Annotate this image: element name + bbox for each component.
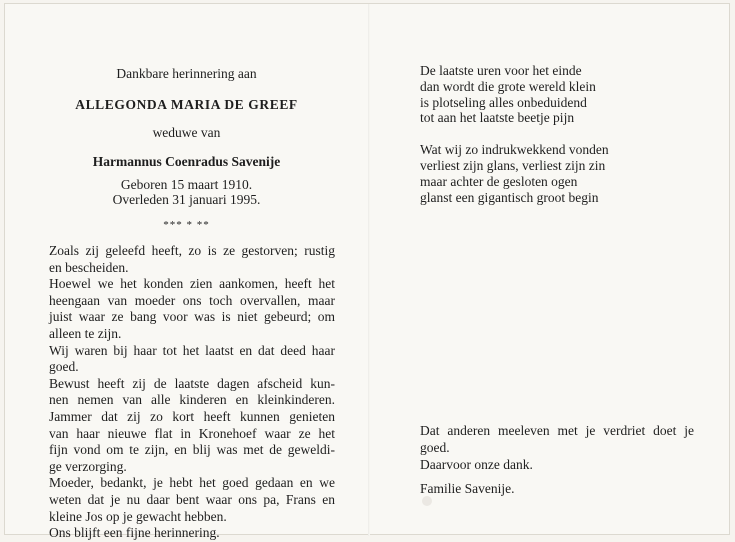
poem-line: tot aan het laatste beetje pijn	[420, 110, 575, 126]
memorial-text-line: alleen te zijn.	[49, 325, 122, 341]
memorial-text-line: Moeder, bedankt, je hebt het goed gedaan en we	[49, 475, 335, 491]
thanks-text	[420, 423, 694, 473]
memorial-text-line: Jammer dat zij zo kort heeft kunnen genieten	[49, 408, 335, 424]
memorial-text-line: Ons blijft een fijne herinnering.	[49, 525, 220, 541]
relation-line: weduwe van	[152, 125, 221, 140]
memorial-text-line: Zoals zij geleefd heeft, zo is ze gestorven; rustig	[49, 243, 335, 258]
poem-line: dan wordt die grote wereld klein	[420, 78, 596, 94]
memorial-text-line: kleine Jos op je gewacht hebben.	[49, 508, 227, 524]
memorial-text	[49, 243, 335, 542]
poem-line: De laatste uren voor het einde	[420, 63, 582, 78]
memorial-text-line: weten dat je nu daar bent waar ons pa, Frans en	[49, 491, 335, 507]
thanks-line: Dat anderen meeleven met je verdriet doet je	[420, 423, 694, 438]
poem-line: is plotseling alles onbeduidend	[420, 94, 587, 110]
memorial-text-line: van haar nieuwe flat in Kronehoef waar ze het	[49, 425, 335, 441]
poem-line: Wat wij zo indrukwekkend vonden	[420, 142, 609, 158]
memorial-text-line: nen nemen van alle kinderen en kleinkinderen.	[49, 392, 335, 408]
paper-smudge	[422, 496, 432, 506]
memorial-text-line: Bewust heeft zij de laatste dagen afscheid kun-	[49, 375, 335, 391]
memorial-text-line: fijn vond om te zijn, en blij was met de geweldi-	[49, 442, 335, 458]
thanks-line: goed.	[420, 439, 450, 455]
husband-name: Harmannus Coenradus Savenije	[92, 154, 281, 169]
memorial-text-line: Wij waren bij haar tot het laatst en dat deed haar	[49, 342, 335, 358]
intro-line: Dankbare herinnering aan	[116, 66, 257, 81]
memorial-text-line: goed.	[49, 359, 79, 375]
deceased-name: ALLEGONDA MARIA DE GREEF	[75, 97, 298, 112]
separator-stars: *** * **	[163, 219, 210, 231]
family-signature: Familie Savenije.	[420, 481, 515, 496]
death-date: Overleden 31 januari 1995.	[112, 192, 261, 207]
poem-line: glanst een gigantisch groot begin	[420, 189, 599, 205]
thanks-line: Daarvoor onze dank.	[420, 456, 533, 472]
poem-line: verliest zijn glans, verliest zijn zin	[420, 157, 606, 173]
left-page	[5, 4, 368, 541]
birth-date: Geboren 15 maart 1910.	[120, 177, 253, 192]
memorial-text-line: heengaan van moeder ons toch overvallen, maar	[49, 292, 335, 308]
poem-line: maar achter de gesloten ogen	[420, 173, 578, 189]
memorial-text-line: en bescheiden.	[49, 259, 129, 275]
memorial-text-line: ge verzorging.	[49, 458, 127, 474]
poem	[420, 63, 700, 221]
poem-stanza-2	[420, 142, 700, 205]
memorial-card	[4, 3, 730, 541]
memorial-text-line: Hoewel we het konden zien aankomen, heeft het	[49, 276, 335, 292]
memorial-text-line: juist waar ze bang voor was is niet gebeurd; om	[49, 309, 335, 325]
poem-stanza-1	[420, 63, 700, 126]
right-page	[368, 4, 731, 536]
